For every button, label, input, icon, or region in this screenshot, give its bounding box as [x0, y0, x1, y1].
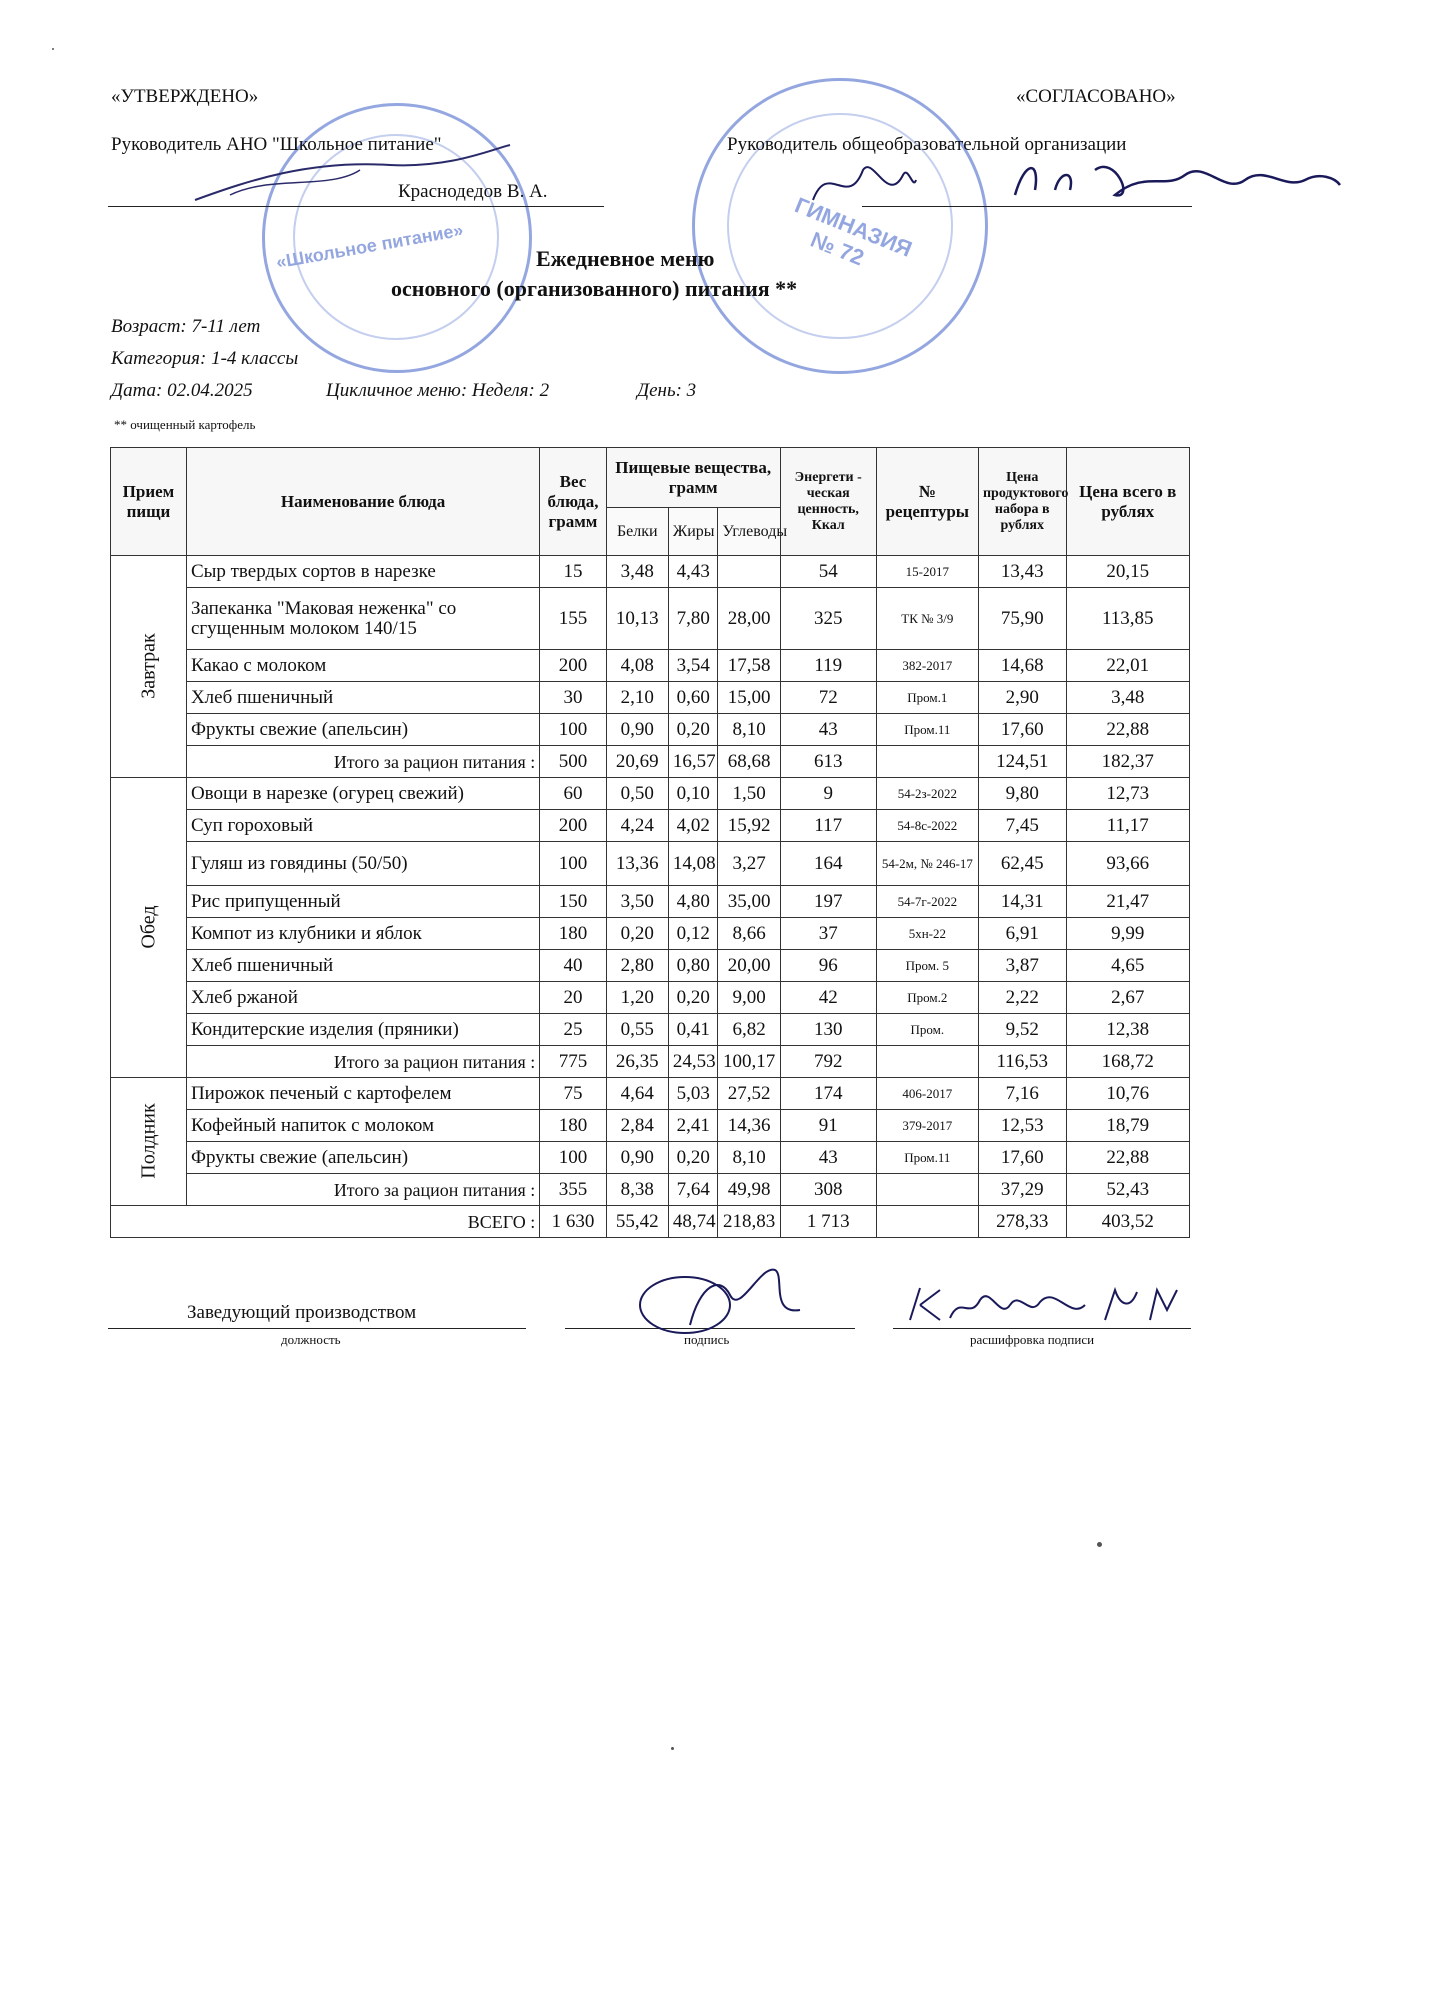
energy-cell: 325 [780, 588, 876, 650]
recipe-cell: Пром. 5 [876, 950, 978, 982]
total-price-cell: 22,88 [1066, 714, 1189, 746]
position-caption: должность [281, 1332, 341, 1347]
total-price-cell: 9,99 [1066, 918, 1189, 950]
dish-name: Запеканка "Маковая неженка" со сгущенным молоком 140/15 [186, 588, 539, 650]
scan-speck [52, 48, 54, 50]
weight-cell: 1 630 [540, 1206, 606, 1238]
table-row [111, 1078, 1190, 1110]
weight-cell: 150 [540, 886, 606, 918]
total-price-cell: 182,37 [1066, 746, 1189, 778]
table-row [111, 588, 1190, 650]
total-price-cell: 22,88 [1066, 1142, 1189, 1174]
menu-table [110, 447, 1190, 1238]
dish-name: Рис припущенный [186, 886, 539, 918]
energy-cell: 72 [780, 682, 876, 714]
table-row [111, 982, 1190, 1014]
protein-cell: 0,55 [606, 1014, 668, 1046]
fat-cell: 0,12 [668, 918, 718, 950]
dish-name: Овощи в нарезке (огурец свежий) [186, 778, 539, 810]
recipe-cell: 406-2017 [876, 1078, 978, 1110]
carbs-cell: 218,83 [718, 1206, 780, 1238]
protein-cell: 55,42 [606, 1206, 668, 1238]
carbs-cell: 20,00 [718, 950, 780, 982]
agreed-role: Руководитель общеобразовательной организации [727, 134, 1127, 155]
dish-name: Кондитерские изделия (пряники) [186, 1014, 539, 1046]
energy-cell: 164 [780, 842, 876, 886]
weight-cell: 20 [540, 982, 606, 1014]
production-signature-icon [630, 1255, 810, 1340]
dish-name: Фрукты свежие (апельсин) [186, 1142, 539, 1174]
set-price-cell: 14,31 [978, 886, 1066, 918]
subtotal-row [111, 1174, 1190, 1206]
recipe-cell: 54-8с-2022 [876, 810, 978, 842]
col-recipe-header: № рецептуры [876, 448, 978, 556]
fat-cell: 0,20 [668, 1142, 718, 1174]
fat-cell: 0,10 [668, 778, 718, 810]
total-price-cell: 22,01 [1066, 650, 1189, 682]
set-price-cell: 17,60 [978, 1142, 1066, 1174]
energy-cell: 42 [780, 982, 876, 1014]
total-price-cell: 12,38 [1066, 1014, 1189, 1046]
fat-cell: 0,80 [668, 950, 718, 982]
set-price-cell: 75,90 [978, 588, 1066, 650]
protein-cell: 2,84 [606, 1110, 668, 1142]
total-price-cell: 403,52 [1066, 1206, 1189, 1238]
col-energy-header: Энергети - ческая ценность, Ккал [780, 448, 876, 556]
protein-cell: 4,64 [606, 1078, 668, 1110]
set-price-cell: 7,16 [978, 1078, 1066, 1110]
col-set-price-header: Цена продуктового набора в рублях [978, 448, 1066, 556]
meal-name: Полдник [137, 1103, 160, 1179]
recipe-cell: 5хн-22 [876, 918, 978, 950]
energy-cell: 37 [780, 918, 876, 950]
recipe-cell [876, 746, 978, 778]
recipe-cell: ТК № 3/9 [876, 588, 978, 650]
energy-cell: 54 [780, 556, 876, 588]
weight-cell: 155 [540, 588, 606, 650]
protein-cell: 0,90 [606, 1142, 668, 1174]
energy-cell: 308 [780, 1174, 876, 1206]
dish-name: Хлеб пшеничный [186, 950, 539, 982]
total-price-cell: 168,72 [1066, 1046, 1189, 1078]
recipe-cell [876, 1206, 978, 1238]
fat-cell: 4,02 [668, 810, 718, 842]
col-dish-header: Наименование блюда [186, 448, 539, 556]
decode-caption: расшифровка подписи [970, 1332, 1095, 1347]
subtotal-label: Итого за рацион питания : [186, 1046, 539, 1078]
set-price-cell: 116,53 [978, 1046, 1066, 1078]
table-row [111, 1142, 1190, 1174]
total-price-cell: 11,17 [1066, 810, 1189, 842]
scan-speck [671, 1747, 674, 1750]
set-price-cell: 9,80 [978, 778, 1066, 810]
energy-cell: 1 713 [780, 1206, 876, 1238]
recipe-cell: 54-7г-2022 [876, 886, 978, 918]
subtotal-label: Итого за рацион питания : [186, 1174, 539, 1206]
energy-cell: 96 [780, 950, 876, 982]
scan-speck [1097, 1542, 1102, 1547]
protein-cell: 0,50 [606, 778, 668, 810]
table-row [111, 886, 1190, 918]
recipe-cell: 54-2м, № 246-17 [876, 842, 978, 886]
energy-cell: 43 [780, 1142, 876, 1174]
set-price-cell: 14,68 [978, 650, 1066, 682]
set-price-cell: 124,51 [978, 746, 1066, 778]
energy-cell: 174 [780, 1078, 876, 1110]
weight-cell: 355 [540, 1174, 606, 1206]
energy-cell: 43 [780, 714, 876, 746]
weight-cell: 60 [540, 778, 606, 810]
protein-cell: 8,38 [606, 1174, 668, 1206]
table-row [111, 1110, 1190, 1142]
dish-name: Пирожок печеный с картофелем [186, 1078, 539, 1110]
energy-cell: 9 [780, 778, 876, 810]
table-row [111, 778, 1190, 810]
energy-cell: 91 [780, 1110, 876, 1142]
total-price-cell: 10,76 [1066, 1078, 1189, 1110]
protein-cell: 2,80 [606, 950, 668, 982]
carbs-cell: 15,92 [718, 810, 780, 842]
total-price-cell: 52,43 [1066, 1174, 1189, 1206]
weight-cell: 775 [540, 1046, 606, 1078]
set-price-cell: 6,91 [978, 918, 1066, 950]
fat-cell: 48,74 [668, 1206, 718, 1238]
table-row [111, 682, 1190, 714]
subtotal-label: Итого за рацион питания : [186, 746, 539, 778]
total-price-cell: 20,15 [1066, 556, 1189, 588]
approved-role: Руководитель АНО "Школьное питание" [111, 134, 442, 155]
weight-cell: 500 [540, 746, 606, 778]
carbs-cell: 1,50 [718, 778, 780, 810]
col-fat-header: Жиры [668, 508, 718, 556]
table-row [111, 810, 1190, 842]
weight-cell: 180 [540, 918, 606, 950]
meal-name-cell [111, 778, 187, 1078]
recipe-cell: Пром. [876, 1014, 978, 1046]
protein-cell: 1,20 [606, 982, 668, 1014]
fat-cell: 2,41 [668, 1110, 718, 1142]
approved-title: «УТВЕРЖДЕНО» [111, 86, 259, 107]
fat-cell: 0,20 [668, 714, 718, 746]
carbs-cell: 28,00 [718, 588, 780, 650]
weight-cell: 25 [540, 1014, 606, 1046]
recipe-cell: 379-2017 [876, 1110, 978, 1142]
right-stamp-text: ГИМНАЗИЯ № 72 [791, 192, 916, 271]
dish-name: Фрукты свежие (апельсин) [186, 714, 539, 746]
protein-cell: 0,20 [606, 918, 668, 950]
total-price-cell: 12,73 [1066, 778, 1189, 810]
fat-cell: 0,60 [668, 682, 718, 714]
recipe-cell: 382-2017 [876, 650, 978, 682]
subtotal-row [111, 746, 1190, 778]
energy-cell: 119 [780, 650, 876, 682]
carbs-cell: 14,36 [718, 1110, 780, 1142]
meal-name: Обед [137, 905, 160, 949]
dish-name: Кофейный напиток с молоком [186, 1110, 539, 1142]
col-protein-header: Белки [606, 508, 668, 556]
footnote: ** очищенный картофель [114, 417, 256, 432]
fat-cell: 7,80 [668, 588, 718, 650]
protein-cell: 10,13 [606, 588, 668, 650]
protein-cell: 13,36 [606, 842, 668, 886]
col-nutrients-header: Пищевые вещества, грамм [606, 448, 780, 508]
carbs-cell: 8,10 [718, 1142, 780, 1174]
recipe-cell: 15-2017 [876, 556, 978, 588]
protein-cell: 4,24 [606, 810, 668, 842]
col-total-price-header: Цена всего в рублях [1066, 448, 1189, 556]
recipe-cell [876, 1046, 978, 1078]
age-label: Возраст: 7-11 лет [111, 316, 261, 337]
fat-cell: 16,57 [668, 746, 718, 778]
fat-cell: 5,03 [668, 1078, 718, 1110]
carbs-cell: 6,82 [718, 1014, 780, 1046]
approved-signature-icon [190, 140, 520, 210]
energy-cell: 613 [780, 746, 876, 778]
total-price-cell: 113,85 [1066, 588, 1189, 650]
carbs-cell: 3,27 [718, 842, 780, 886]
fat-cell: 14,08 [668, 842, 718, 886]
carbs-cell: 8,66 [718, 918, 780, 950]
subtotal-row [111, 1046, 1190, 1078]
fat-cell: 0,41 [668, 1014, 718, 1046]
carbs-cell: 15,00 [718, 682, 780, 714]
protein-cell: 20,69 [606, 746, 668, 778]
approved-name: Краснодедов В. А. [398, 181, 548, 202]
set-price-cell: 2,90 [978, 682, 1066, 714]
carbs-cell: 49,98 [718, 1174, 780, 1206]
fat-cell: 3,54 [668, 650, 718, 682]
table-row [111, 556, 1190, 588]
carbs-cell: 27,52 [718, 1078, 780, 1110]
stamp-signature-icon [808, 150, 918, 220]
day-label: День: 3 [637, 380, 697, 401]
document-title-line1: Ежедневное меню [536, 246, 715, 271]
energy-cell: 130 [780, 1014, 876, 1046]
energy-cell: 197 [780, 886, 876, 918]
recipe-cell: 54-2з-2022 [876, 778, 978, 810]
total-price-cell: 21,47 [1066, 886, 1189, 918]
recipe-cell: Пром.11 [876, 1142, 978, 1174]
set-price-cell: 37,29 [978, 1174, 1066, 1206]
energy-cell: 792 [780, 1046, 876, 1078]
agreed-signature-icon [1005, 150, 1345, 210]
energy-cell: 117 [780, 810, 876, 842]
recipe-cell: Пром.2 [876, 982, 978, 1014]
menu-table-body [111, 556, 1190, 1238]
meal-name: Завтрак [137, 633, 160, 699]
set-price-cell: 7,45 [978, 810, 1066, 842]
dish-name: Гуляш из говядины (50/50) [186, 842, 539, 886]
set-price-cell: 278,33 [978, 1206, 1066, 1238]
weight-cell: 40 [540, 950, 606, 982]
carbs-cell: 8,10 [718, 714, 780, 746]
production-name-signature-icon [905, 1280, 1185, 1330]
carbs-cell [718, 556, 780, 588]
total-price-cell: 4,65 [1066, 950, 1189, 982]
set-price-cell: 9,52 [978, 1014, 1066, 1046]
set-price-cell: 13,43 [978, 556, 1066, 588]
category-label: Категория: 1-4 классы [111, 348, 299, 369]
carbs-cell: 68,68 [718, 746, 780, 778]
cycle-label: Цикличное меню: Неделя: 2 [326, 380, 550, 401]
position-line [108, 1328, 526, 1329]
weight-cell: 180 [540, 1110, 606, 1142]
protein-cell: 2,10 [606, 682, 668, 714]
position-value: Заведующий производством [187, 1302, 417, 1323]
fat-cell: 0,20 [668, 982, 718, 1014]
table-row [111, 950, 1190, 982]
carbs-cell: 100,17 [718, 1046, 780, 1078]
set-price-cell: 62,45 [978, 842, 1066, 886]
agreed-title: «СОГЛАСОВАНО» [1016, 86, 1176, 107]
total-price-cell: 3,48 [1066, 682, 1189, 714]
col-weight-header: Вес блюда, грамм [540, 448, 606, 556]
table-row [111, 1014, 1190, 1046]
weight-cell: 200 [540, 810, 606, 842]
table-row [111, 714, 1190, 746]
recipe-cell: Пром.1 [876, 682, 978, 714]
grand-total-label: ВСЕГО : [111, 1206, 540, 1238]
weight-cell: 30 [540, 682, 606, 714]
dish-name: Сыр твердых сортов в нарезке [186, 556, 539, 588]
protein-cell: 3,50 [606, 886, 668, 918]
fat-cell: 24,53 [668, 1046, 718, 1078]
left-stamp-text: «Школьное питание» [274, 219, 465, 273]
recipe-cell: Пром.11 [876, 714, 978, 746]
dish-name: Компот из клубники и яблок [186, 918, 539, 950]
carbs-cell: 17,58 [718, 650, 780, 682]
document-title-line2: основного (организованного) питания ** [391, 276, 798, 301]
dish-name: Хлеб пшеничный [186, 682, 539, 714]
set-price-cell: 3,87 [978, 950, 1066, 982]
table-row [111, 918, 1190, 950]
dish-name: Хлеб ржаной [186, 982, 539, 1014]
meal-name-cell [111, 1078, 187, 1206]
total-price-cell: 93,66 [1066, 842, 1189, 886]
col-carbs-header: Углеводы [718, 508, 780, 556]
set-price-cell: 12,53 [978, 1110, 1066, 1142]
table-row [111, 842, 1190, 886]
fat-cell: 7,64 [668, 1174, 718, 1206]
weight-cell: 75 [540, 1078, 606, 1110]
total-price-cell: 18,79 [1066, 1110, 1189, 1142]
weight-cell: 200 [540, 650, 606, 682]
protein-cell: 26,35 [606, 1046, 668, 1078]
protein-cell: 0,90 [606, 714, 668, 746]
total-price-cell: 2,67 [1066, 982, 1189, 1014]
fat-cell: 4,43 [668, 556, 718, 588]
date-label: Дата: 02.04.2025 [111, 380, 253, 401]
dish-name: Суп гороховый [186, 810, 539, 842]
protein-cell: 3,48 [606, 556, 668, 588]
weight-cell: 100 [540, 714, 606, 746]
col-meal-header: Прием пищи [111, 448, 187, 556]
weight-cell: 100 [540, 842, 606, 886]
grand-total-row [111, 1206, 1190, 1238]
protein-cell: 4,08 [606, 650, 668, 682]
set-price-cell: 2,22 [978, 982, 1066, 1014]
fat-cell: 4,80 [668, 886, 718, 918]
dish-name: Какао с молоком [186, 650, 539, 682]
table-row [111, 650, 1190, 682]
set-price-cell: 17,60 [978, 714, 1066, 746]
weight-cell: 100 [540, 1142, 606, 1174]
weight-cell: 15 [540, 556, 606, 588]
meal-name-cell [111, 556, 187, 778]
carbs-cell: 9,00 [718, 982, 780, 1014]
carbs-cell: 35,00 [718, 886, 780, 918]
signature-caption: подпись [684, 1332, 730, 1347]
right-stamp [692, 78, 988, 374]
recipe-cell [876, 1174, 978, 1206]
